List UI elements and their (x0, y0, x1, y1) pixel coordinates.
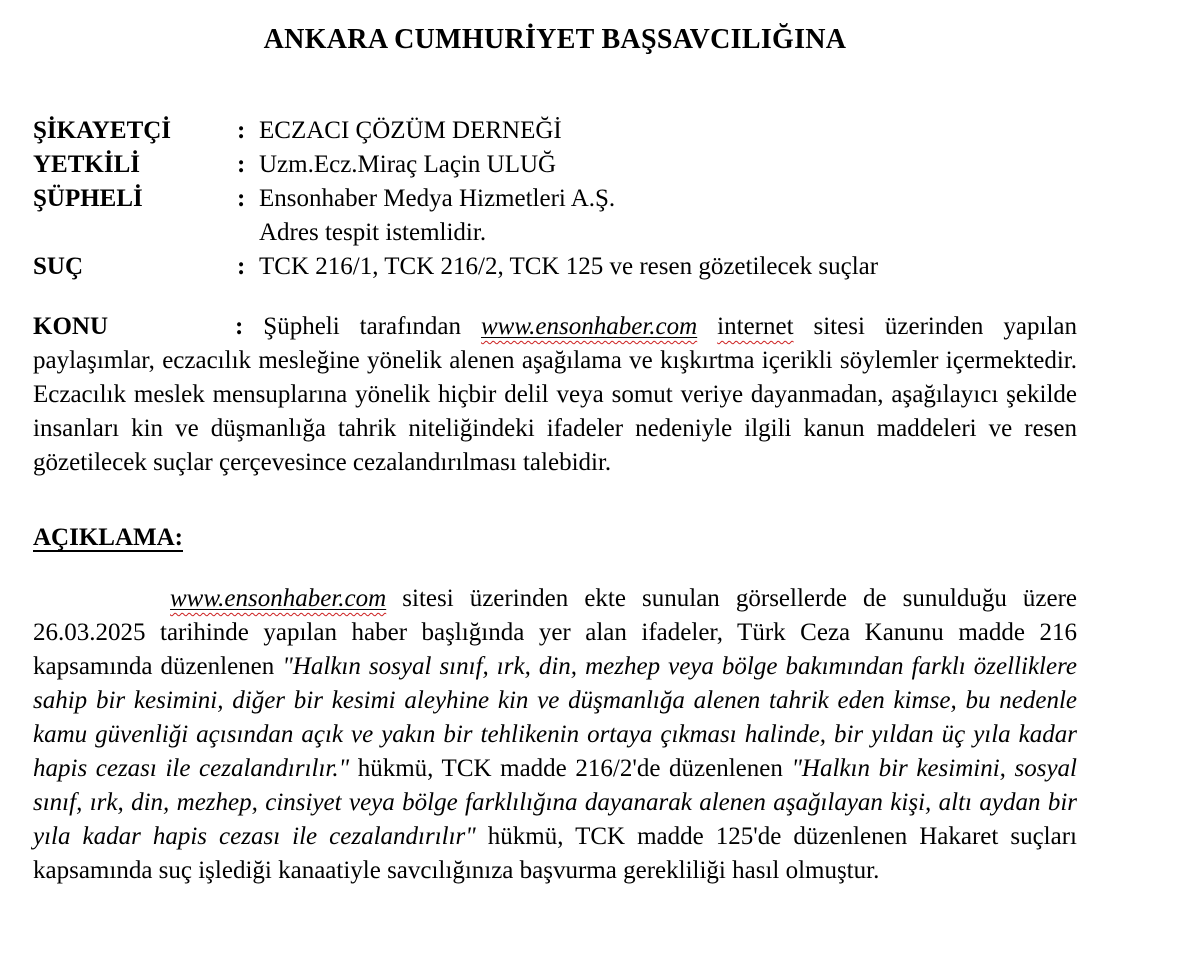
text-segment: "Halkın bir kesimini, sosyal sınıf, ırk, din, mezhep, cinsiyet veya bölge farklılığına dayanarak alenen aşağılayan kişi, altı aydan bir yıla kadar hapis cezası ile cezalandırılır" (33, 755, 1077, 850)
field-colon: : (237, 185, 246, 212)
aciklama-heading: AÇIKLAMA: (33, 524, 183, 551)
hyperlink[interactable] (481, 313, 697, 340)
field-value: ECZACI ÇÖZÜM DERNEĞİ (259, 117, 562, 144)
konu-label: KONU (33, 313, 108, 340)
text-segment: hükmü, TCK madde 216/2'de düzenlenen (349, 755, 792, 782)
text-segment: sitesi üzerinden yapılan paylaşımlar, eczacılık mesleğine yönelik alenen aşağılama ve kışkırtma içerikli söylemler içermektedir. Eczacılık meslek mensuplarına yönelik hiçbir delil veya somut veriye dayanmadan, aşağılayıcı şekilde insanları kin ve düşmanlığa tahrik niteliğindeki ifadeler nedeniyle ilgili kanun maddeleri ve resen gözetilecek suçlar çerçevesince cezalandırılması talebidir. (33, 313, 1077, 476)
konu-paragraph (33, 310, 1077, 480)
aciklama-paragraph (33, 582, 1077, 888)
hyperlink-text: www.ensonhaber.com (480, 313, 698, 340)
field-row-supheli (33, 182, 1077, 250)
field-value-line1: Ensonhaber Medya Hizmetleri A.Ş. (259, 185, 616, 212)
text-segment: Şüpheli tarafından (243, 313, 481, 340)
field-label: ŞÜPHELİ (33, 185, 143, 212)
document-title: ANKARA CUMHURİYET BAŞSAVCILIĞINA (263, 24, 847, 55)
field-row-yetkili (33, 148, 1077, 182)
misspelled-word: internet (717, 313, 794, 340)
field-row-suc (33, 250, 1077, 284)
field-colon: : (237, 253, 246, 280)
field-value: Uzm.Ecz.Miraç Laçin ULUĞ (259, 151, 557, 178)
hyperlink-text: www.ensonhaber.com (170, 585, 387, 612)
hyperlink[interactable] (170, 585, 386, 612)
konu-colon: : (235, 313, 244, 340)
text-segment: sitesi üzerinden ekte sunulan görsellerde de sunulduğu üzere 26.03.2025 tarihinde yapılan haber başlığında yer alan ifadeler, Türk Ceza Kanunu madde 216 kapsamında düzenlenen (33, 585, 1077, 680)
field-label: ŞİKAYETÇİ (33, 117, 172, 144)
field-label: YETKİLİ (33, 151, 140, 178)
field-value-line2: Adres tespit istemlidir. (259, 219, 487, 246)
text-segment: hükmü, TCK madde 125'de düzenlenen Hakaret suçları kapsamında suç işlediği kanaatiyle savcılığınıza başvurma gerekliliği hasıl olmuştur. (33, 823, 1077, 884)
text-segment (697, 313, 717, 340)
field-colon: : (237, 117, 246, 144)
text-segment: "Halkın sosyal sınıf, ırk, din, mezhep veya bölge bakımından farklı özelliklere sahip bir kesimini, diğer bir kesimi aleyhine kin ve düşmanlığa alenen tahrik eden kimse, bu nedenle kamu güvenliği açısından açık ve yakın bir tehlikenin ortaya çıkması halinde, bir yıldan üç yıla kadar hapis cezası ile cezalandırılır." (33, 653, 1077, 782)
konu-text (33, 313, 1077, 476)
field-value: TCK 216/1, TCK 216/2, TCK 125 ve resen gözetilecek suçlar (259, 253, 879, 280)
field-value (259, 182, 1077, 250)
field-row-sikayetci (33, 114, 1077, 148)
field-label: SUÇ (33, 253, 84, 280)
field-list (33, 114, 1077, 284)
field-colon: : (237, 151, 246, 178)
